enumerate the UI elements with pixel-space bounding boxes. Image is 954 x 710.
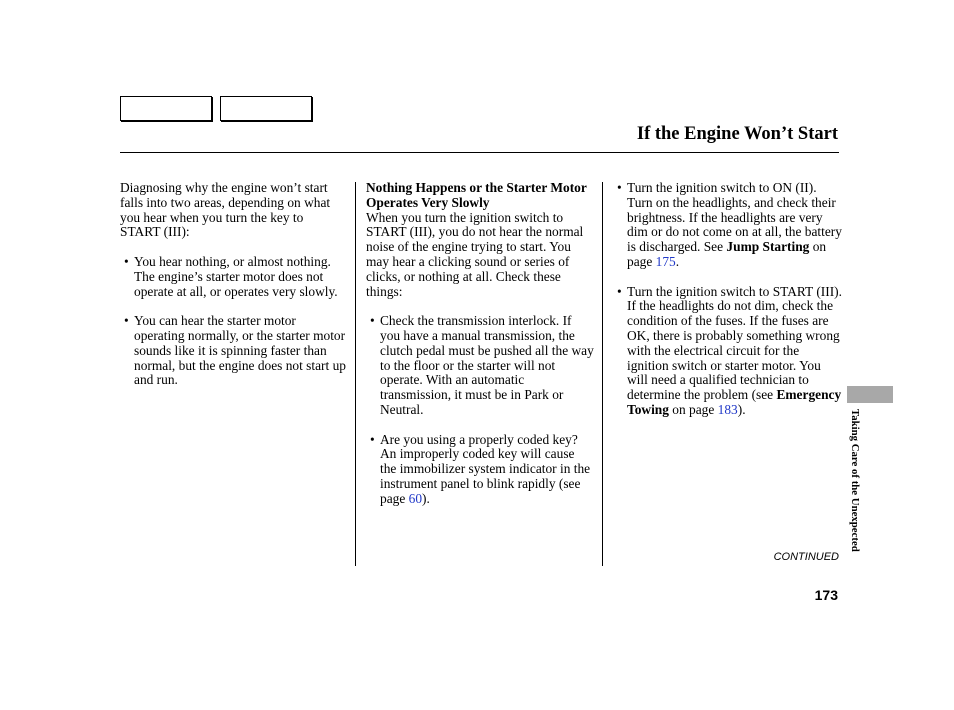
page-link-175[interactable]: 175 [655, 253, 676, 269]
section-tab[interactable] [847, 386, 893, 403]
section-intro: When you turn the ignition switch to START (III), you do not hear the normal noise of the engine trying to start. You may hear a clicking sound or series of clicks, or nothing at all. Check these things: [366, 209, 584, 299]
bullet-headlights-check: • Turn the ignition switch to ON (II). Turn on the headlights, and check their brightness. If the headlights are very dim or do not come on at all, the battery is discharged. See Jump Starting on page 175. [613, 181, 843, 270]
bullet-coded-key: • Are you using a properly coded key? An improperly coded key will cause the immobilizer system indicator in the instrument panel to blink rapidly (see page 60). [366, 433, 594, 507]
title-divider [120, 152, 839, 153]
intro-paragraph: Diagnosing why the engine won’t start falls into two areas, depending on what you hear when you turn the key to START (III): [120, 180, 331, 240]
column-divider-2 [602, 182, 603, 566]
section-side-label: Taking Care of the Unexpected [849, 409, 861, 552]
page-title: If the Engine Won’t Start [636, 124, 838, 144]
bullet-transmission-interlock: • Check the transmission interlock. If you have a manual transmission, the clutch pedal must be pushed all the way to the floor or the starter will not operate. With an automatic transmission, it must be in Park or Neutral. [366, 314, 594, 418]
column-1 [120, 181, 346, 388]
column-2 [366, 181, 594, 507]
nav-button-contents[interactable] [120, 96, 212, 121]
section-heading: Nothing Happens or the Starter Motor Operates Very Slowly [366, 180, 587, 210]
bullet-starter-normal: • You can hear the starter motor operating normally, or the starter motor sounds like it is spinning faster than normal, but the engine does not start up and run. [120, 314, 346, 388]
page-link-60[interactable]: 60 [408, 490, 423, 506]
bullet-fuses-check: • Turn the ignition switch to START (III). If the headlights do not dim, check the condition of the fuses. If the fuses are OK, there is probably something wrong with the electrical circuit for the ignition switch or starter motor. You will need a qualified technician to determine the problem (see Emergency Towing on page 183). [613, 285, 843, 418]
column-divider-1 [355, 182, 356, 566]
column-3 [613, 181, 843, 418]
nav-button-index[interactable] [220, 96, 312, 121]
bullet-no-sound: • You hear nothing, or almost nothing. The engine’s starter motor does not operate at all, or operates very slowly. [120, 255, 346, 299]
continued-label: CONTINUED [773, 551, 839, 563]
page-link-183[interactable]: 183 [717, 401, 738, 417]
page-number: 173 [814, 587, 838, 603]
